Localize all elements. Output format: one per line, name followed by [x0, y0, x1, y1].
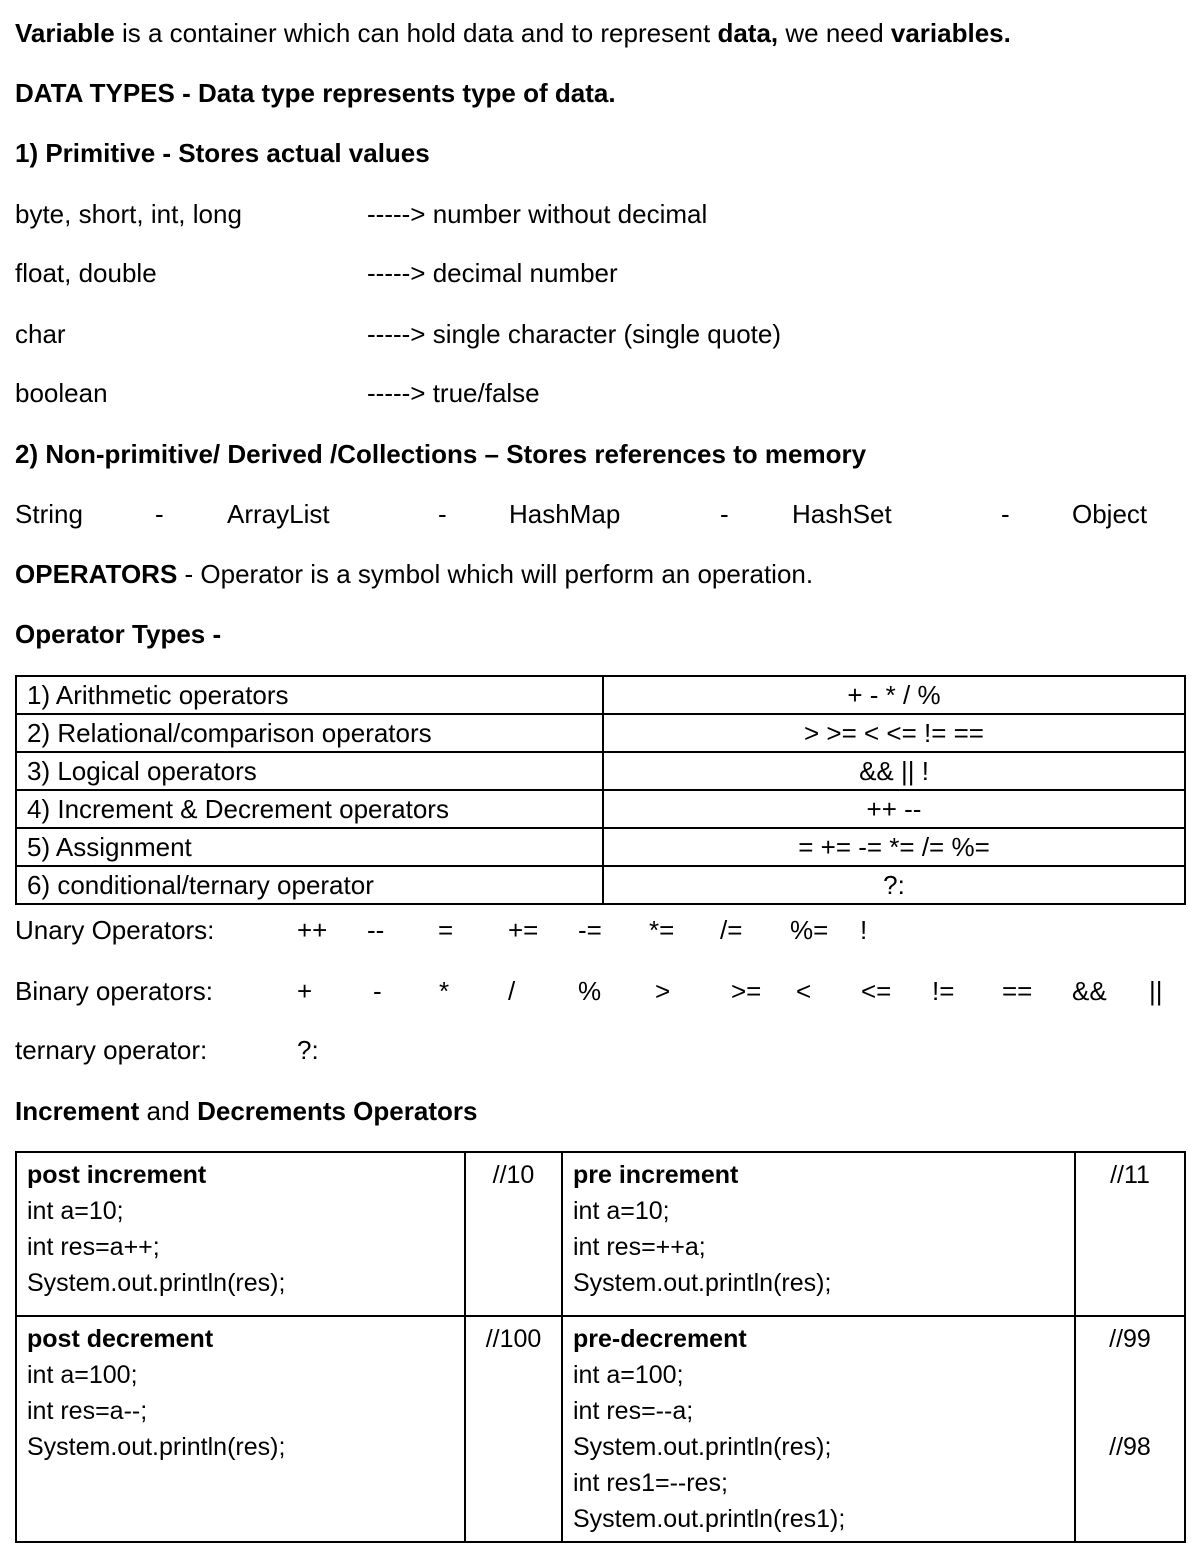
- unary-symbol: !: [860, 915, 868, 945]
- code-line: System.out.println(res1);: [573, 1505, 846, 1533]
- primitive-desc-0: -----> number without decimal: [367, 199, 708, 229]
- nonprimitive-separator: -: [720, 499, 729, 529]
- post-decrement-result: [465, 1316, 562, 1542]
- ternary-label: ternary operator:: [15, 1035, 208, 1065]
- unary-symbol: *=: [649, 915, 675, 945]
- nonprimitive-item-string: String: [15, 499, 83, 529]
- binary-label: Binary operators:: [15, 976, 213, 1006]
- operator-type-symbols: > >= < <= != ==: [603, 714, 1185, 752]
- code-line: System.out.println(res);: [27, 1433, 286, 1461]
- binary-symbol: <: [796, 976, 812, 1006]
- result-spacer: [1080, 1393, 1180, 1429]
- operator-type-name: 2) Relational/comparison operators: [16, 714, 603, 752]
- binary-symbol: >=: [731, 976, 762, 1006]
- code-line: int a=100;: [27, 1361, 138, 1389]
- nonprimitive-separator: -: [1001, 499, 1010, 529]
- result-spacer: [1080, 1357, 1180, 1393]
- result-comment: //99: [1109, 1325, 1151, 1353]
- nonprimitive-item-object: Object: [1072, 499, 1148, 529]
- nonprimitive-item-hashset: HashSet: [792, 499, 892, 529]
- primitive-desc-1: -----> decimal number: [367, 258, 618, 288]
- pre-increment-cell: [562, 1152, 1075, 1316]
- table-row: [16, 714, 1185, 752]
- operator-types-table: [15, 675, 1186, 905]
- table-row: [16, 1316, 1185, 1542]
- unary-symbol: -=: [578, 915, 602, 945]
- variables-term: variables.: [890, 18, 1011, 48]
- binary-symbol: *: [439, 976, 450, 1006]
- result-comment: //98: [1109, 1433, 1151, 1461]
- unary-symbol: =: [438, 915, 454, 945]
- result-comment: //10: [492, 1161, 535, 1189]
- code-line: int res=++a;: [573, 1233, 706, 1261]
- nonprimitive-item-arraylist: ArrayList: [227, 499, 330, 529]
- variable-definition: is a container which can hold data and to represent: [114, 18, 718, 48]
- variable-term: Variable: [15, 18, 115, 48]
- unary-symbol: /=: [720, 915, 743, 945]
- primitive-desc-2: -----> single character (single quote): [367, 319, 781, 349]
- pre-increment-result: [1075, 1152, 1185, 1316]
- post-increment-result: [465, 1152, 562, 1316]
- nonprimitive-heading: 2) Non-primitive/ Derived /Collections – Stores references to memory: [15, 439, 867, 469]
- code-line: int res=a++;: [27, 1233, 160, 1261]
- table-row: [16, 828, 1185, 866]
- incdec-heading-and: and: [139, 1096, 198, 1126]
- binary-symbol: <=: [861, 976, 892, 1006]
- intro-line: [15, 17, 1011, 49]
- code-line: int a=100;: [573, 1361, 684, 1389]
- unary-symbol: ++: [297, 915, 328, 945]
- data-term: data,: [717, 18, 779, 48]
- operator-types-heading: Operator Types -: [15, 619, 222, 649]
- code-line: int res=--a;: [573, 1397, 694, 1425]
- binary-symbol: !=: [932, 976, 955, 1006]
- ternary-symbol: ?:: [297, 1035, 319, 1065]
- incdec-table: [15, 1151, 1186, 1543]
- nonprimitive-separator: -: [155, 499, 164, 529]
- operator-type-name: 4) Increment & Decrement operators: [16, 790, 603, 828]
- operator-type-name: 5) Assignment: [16, 828, 603, 866]
- pre-decrement-result: [1075, 1316, 1185, 1542]
- code-line: System.out.println(res);: [27, 1269, 286, 1297]
- incdec-heading-decrements: Decrements Operators: [197, 1096, 478, 1126]
- binary-symbol: ||: [1149, 976, 1163, 1006]
- need-text: we need: [778, 18, 891, 48]
- binary-symbol: /: [508, 976, 516, 1006]
- post-decrement-cell: [16, 1316, 465, 1542]
- data-types-heading: DATA TYPES - Data type represents type of data.: [15, 78, 616, 108]
- result-comment: //100: [485, 1325, 542, 1353]
- unary-label: Unary Operators:: [15, 915, 215, 945]
- primitive-heading: 1) Primitive - Stores actual values: [15, 138, 430, 168]
- table-row: [16, 1152, 1185, 1316]
- unary-symbol: --: [367, 915, 385, 945]
- pre-increment-title: pre increment: [573, 1161, 739, 1189]
- nonprimitive-separator: -: [438, 499, 447, 529]
- pre-decrement-title: pre-decrement: [573, 1325, 747, 1353]
- operator-type-name: 6) conditional/ternary operator: [16, 866, 603, 904]
- code-line: int res1=--res;: [573, 1469, 728, 1497]
- table-row: [16, 752, 1185, 790]
- code-line: System.out.println(res);: [573, 1433, 832, 1461]
- post-increment-cell: [16, 1152, 465, 1316]
- operator-type-name: 3) Logical operators: [16, 752, 603, 790]
- binary-symbol: +: [297, 976, 313, 1006]
- primitive-types-0: byte, short, int, long: [15, 199, 242, 229]
- incdec-heading: [15, 1095, 477, 1127]
- operator-type-symbols: ++ --: [603, 790, 1185, 828]
- binary-symbol: ==: [1002, 976, 1033, 1006]
- operator-type-symbols: && || !: [603, 752, 1185, 790]
- code-line: System.out.println(res);: [573, 1269, 832, 1297]
- incdec-heading-increment: Increment: [15, 1096, 140, 1126]
- operator-type-symbols: ?:: [603, 866, 1185, 904]
- post-increment-title: post increment: [27, 1161, 207, 1189]
- primitive-types-3: boolean: [15, 378, 108, 408]
- code-line: int a=10;: [27, 1197, 124, 1225]
- operators-line: [15, 558, 813, 590]
- unary-symbol: +=: [508, 915, 539, 945]
- pre-decrement-cell: [562, 1316, 1075, 1542]
- code-line: int res=a--;: [27, 1397, 148, 1425]
- operator-type-symbols: = += -= *= /= %=: [603, 828, 1185, 866]
- table-row: [16, 790, 1185, 828]
- code-line: int a=10;: [573, 1197, 670, 1225]
- table-row: [16, 866, 1185, 904]
- primitive-types-2: char: [15, 319, 66, 349]
- result-comment: //11: [1110, 1161, 1150, 1189]
- operator-type-symbols: + - * / %: [603, 676, 1185, 714]
- unary-symbol: %=: [790, 915, 829, 945]
- binary-symbol: -: [373, 976, 382, 1006]
- binary-symbol: %: [578, 976, 602, 1006]
- operator-type-name: 1) Arithmetic operators: [16, 676, 603, 714]
- operators-definition: - Operator is a symbol which will perform an operation.: [177, 559, 814, 589]
- primitive-types-1: float, double: [15, 258, 157, 288]
- primitive-desc-3: -----> true/false: [367, 378, 540, 408]
- nonprimitive-item-hashmap: HashMap: [509, 499, 621, 529]
- binary-symbol: >: [655, 976, 671, 1006]
- binary-symbol: &&: [1072, 976, 1107, 1006]
- table-row: [16, 676, 1185, 714]
- post-decrement-title: post decrement: [27, 1325, 214, 1353]
- operators-term: OPERATORS: [15, 559, 178, 589]
